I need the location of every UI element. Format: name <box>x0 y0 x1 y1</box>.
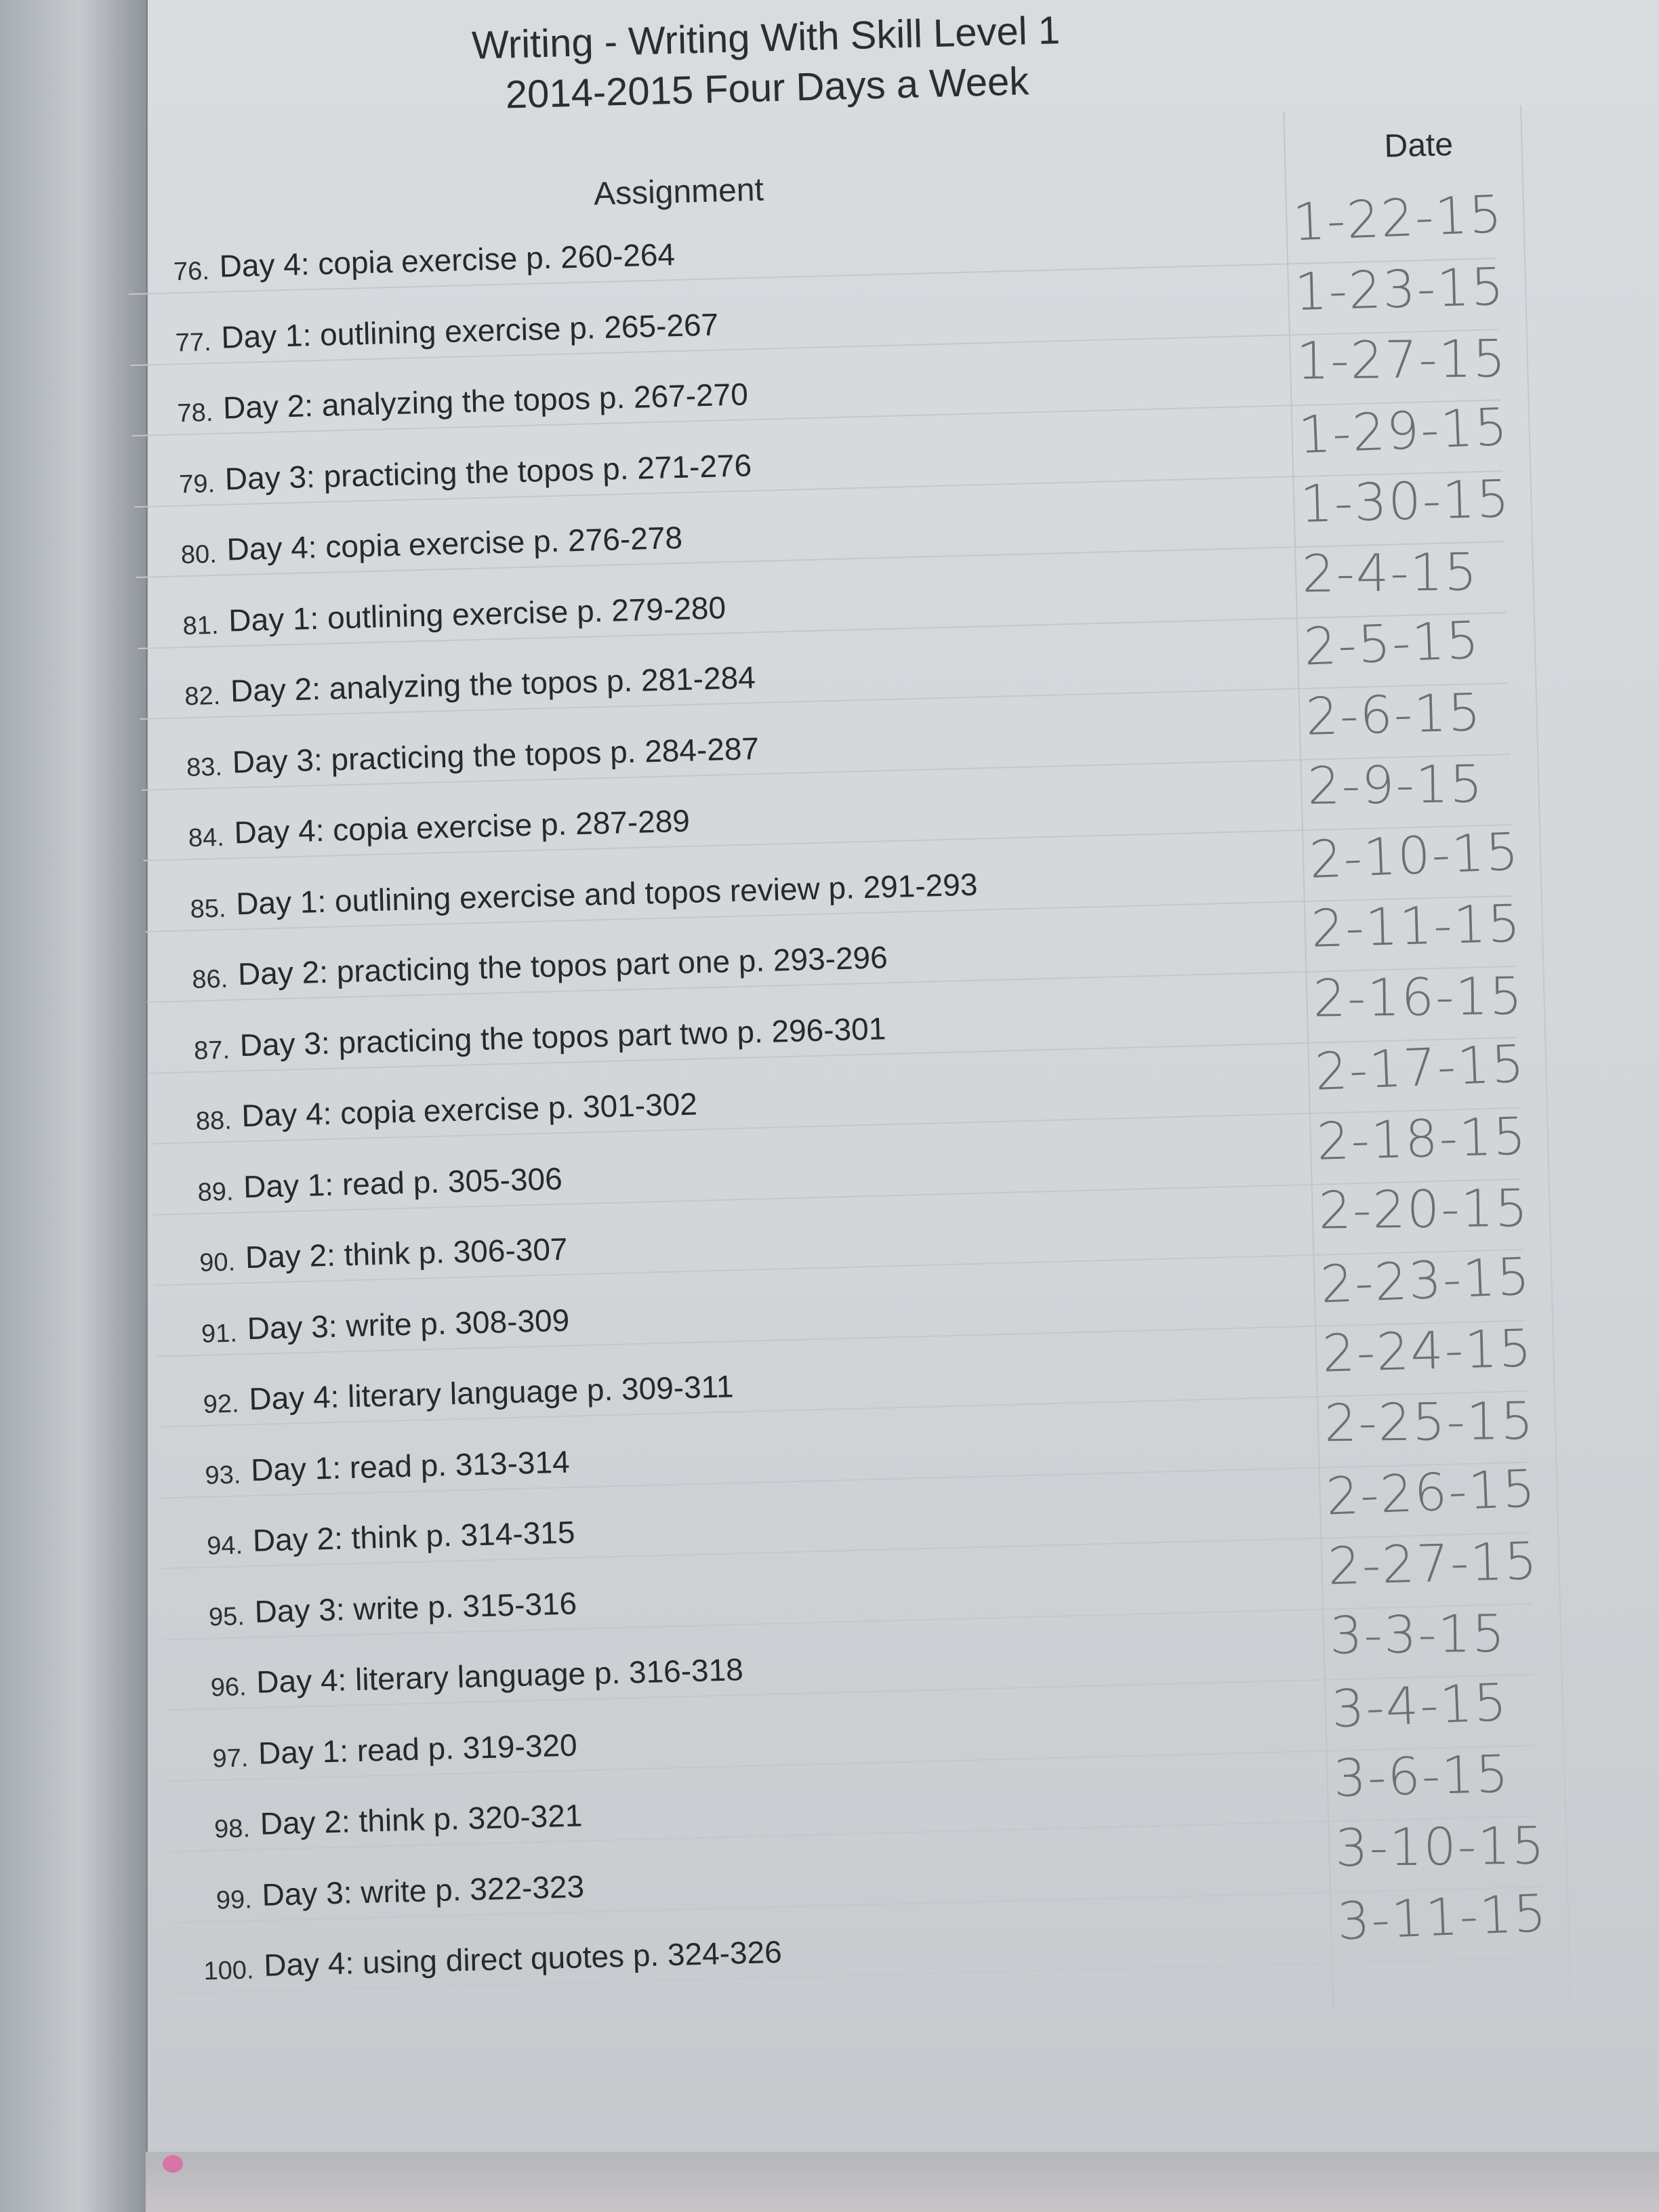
handwritten-date: 1-30-15 <box>1299 468 1512 535</box>
assignment-column-header: Assignment <box>593 171 764 213</box>
handwritten-date: 2-10-15 <box>1308 821 1521 890</box>
handwritten-date: 2-6-15 <box>1305 681 1483 747</box>
assignment-text: Day 1: outlining exercise p. 265-267 <box>220 306 719 355</box>
assignment-number: 90. <box>199 1248 236 1277</box>
assignment-text: Day 3: write p. 315-316 <box>253 1585 577 1629</box>
assignment-number: 88. <box>195 1106 232 1136</box>
handwritten-date: 3-4-15 <box>1330 1671 1509 1739</box>
assignment-number: 85. <box>190 894 227 924</box>
handwritten-date: 1-29-15 <box>1296 396 1510 465</box>
assignment-text: Day 4: using direct quotes p. 324-326 <box>263 1933 783 1983</box>
handwritten-date: 2-17-15 <box>1313 1033 1527 1102</box>
handwritten-date: 2-4-15 <box>1301 541 1479 604</box>
assignment-number: 81. <box>182 611 220 640</box>
page-title: Writing - Writing With Skill Level 1 <box>471 8 1061 68</box>
assignment-text: Day 4: copia exercise p. 260-264 <box>218 237 676 284</box>
handwritten-date: 2-20-15 <box>1318 1177 1530 1241</box>
assignment-text: Day 2: think p. 314-315 <box>252 1514 576 1558</box>
assignment-text: Day 3: write p. 322-323 <box>261 1868 585 1912</box>
assignment-number: 86. <box>191 964 228 995</box>
assignment-number: 98. <box>213 1814 251 1844</box>
assignment-text: Day 4: copia exercise p. 301-302 <box>241 1086 698 1134</box>
date-column-header: Date <box>1383 126 1454 165</box>
assignment-number: 83. <box>186 752 223 782</box>
assignment-number: 89. <box>197 1177 234 1207</box>
handwritten-date: 1-23-15 <box>1294 255 1506 322</box>
assignment-number: 93. <box>205 1460 241 1490</box>
handwritten-date: 2-26-15 <box>1324 1458 1538 1527</box>
assignment-text: Day 1: outlining exercise and topos review p. 291-293 <box>235 866 979 921</box>
assignment-number: 96. <box>210 1673 247 1702</box>
handwritten-date: 2-23-15 <box>1319 1245 1532 1315</box>
assignment-text: Day 4: copia exercise p. 287-289 <box>233 802 691 851</box>
assignment-text: Day 4: literary language p. 309-311 <box>248 1368 735 1417</box>
assignment-number: 87. <box>193 1036 230 1065</box>
assignment-number: 77. <box>175 327 212 357</box>
assignment-number: 84. <box>188 823 225 853</box>
assignment-number: 92. <box>203 1389 240 1419</box>
assignment-text: Day 3: practicing the topos part two p. 296-301 <box>239 1010 886 1063</box>
assignment-text: Day 1: read p. 305-306 <box>243 1160 563 1204</box>
assignment-number: 99. <box>216 1885 253 1915</box>
handwritten-date: 3-6-15 <box>1332 1743 1511 1809</box>
assignment-number: 95. <box>208 1601 245 1632</box>
handwritten-date: 2-24-15 <box>1322 1317 1534 1384</box>
handwritten-date: 2-5-15 <box>1303 609 1481 677</box>
assignment-text: Day 2: analyzing the topos p. 281-284 <box>230 659 756 709</box>
assignment-number: 80. <box>180 539 218 570</box>
handwritten-date: 2-18-15 <box>1315 1105 1528 1172</box>
page-subtitle: 2014-2015 Four Days a Week <box>504 59 1030 117</box>
handwritten-date: 3-11-15 <box>1336 1883 1549 1952</box>
assignment-sheet <box>121 0 1659 2171</box>
assignment-text: Day 2: analyzing the topos p. 267-270 <box>222 376 749 426</box>
assignment-text: Day 1: read p. 319-320 <box>258 1727 578 1771</box>
book-binding <box>0 0 146 2212</box>
assignment-text: Day 2: think p. 320-321 <box>260 1797 583 1841</box>
assignment-number: 78. <box>176 398 213 428</box>
handwritten-date: 3-10-15 <box>1334 1814 1547 1878</box>
assignment-number: 94. <box>206 1531 243 1561</box>
assignment-text: Day 1: outlining exercise p. 279-280 <box>228 589 726 638</box>
assignment-text: Day 1: read p. 313-314 <box>250 1443 571 1488</box>
assignment-number: 91. <box>201 1319 238 1349</box>
assignment-text: Day 2: think p. 306-307 <box>245 1231 569 1275</box>
assignment-number: 97. <box>211 1743 249 1774</box>
assignment-text: Day 4: literary language p. 316-318 <box>255 1652 744 1700</box>
assignment-text: Day 3: practicing the topos p. 284-287 <box>232 730 760 779</box>
assignment-text: Day 3: practicing the topos p. 271-276 <box>224 447 752 497</box>
assignment-number: 82. <box>184 681 221 712</box>
assignment-number: 100. <box>203 1956 255 1986</box>
assignment-number: 76. <box>173 257 210 287</box>
handwritten-date: 2-27-15 <box>1327 1530 1540 1596</box>
handwritten-date: 3-3-15 <box>1329 1603 1507 1666</box>
handwritten-date: 1-22-15 <box>1291 183 1504 253</box>
handwritten-date: 2-9-15 <box>1307 753 1485 817</box>
handwritten-date: 2-11-15 <box>1310 893 1523 959</box>
page-bottom-edge <box>146 2152 1659 2212</box>
assignment-text: Day 3: write p. 308-309 <box>247 1302 570 1346</box>
assignment-text: Day 4: copia exercise p. 276-278 <box>226 519 683 567</box>
handwritten-date: 2-25-15 <box>1324 1390 1536 1453</box>
handwritten-date: 2-16-15 <box>1312 965 1524 1029</box>
bookmark-tab <box>163 2155 183 2173</box>
document-page <box>146 0 1659 2152</box>
handwritten-date: 1-27-15 <box>1296 328 1508 391</box>
assignment-text: Day 2: practicing the topos part one p. 293-296 <box>237 939 888 992</box>
assignment-number: 79. <box>178 469 216 499</box>
